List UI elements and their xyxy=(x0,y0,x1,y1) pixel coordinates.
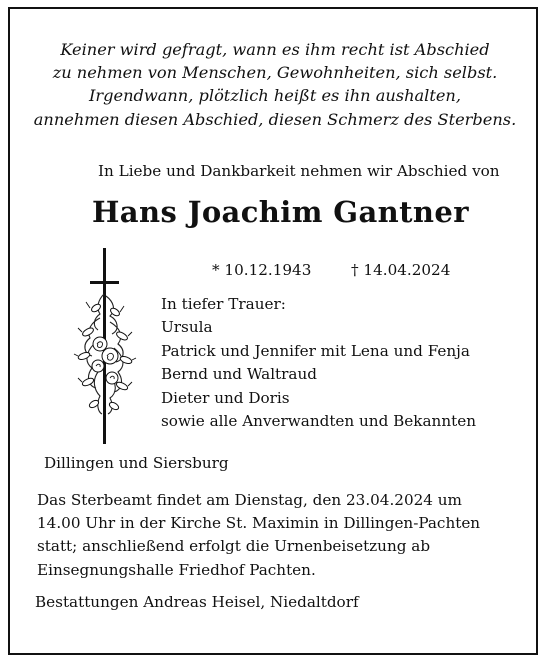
service-details xyxy=(37,489,480,582)
poem-line: annehmen diesen Abschied, diesen Schmerz des Sterbens. xyxy=(33,109,517,129)
service-line: Einsegnungshalle Friedhof Pachten. xyxy=(37,560,316,579)
location-text: Dillingen und Siersburg xyxy=(44,454,229,472)
poem-line: Irgendwann, plötzlich heißt es ihn aushalten, xyxy=(89,86,461,106)
intro-text: In Liebe und Dankbarkeit nehmen wir Abschied von xyxy=(98,162,500,180)
poem-verse xyxy=(20,38,530,131)
service-line: 14.00 Uhr in der Kirche St. Maximin in Dillingen-Pachten xyxy=(37,514,481,533)
cross-with-flowers-icon xyxy=(70,248,140,444)
birth-date: * 10.12.1943 xyxy=(212,261,312,279)
mourner-line: sowie alle Anverwandten und Bekannten xyxy=(161,412,476,431)
poem-line: zu nehmen von Menschen, Gewohnheiten, sich selbst. xyxy=(52,63,498,83)
undertaker-text: Bestattungen Andreas Heisel, Niedaltdorf xyxy=(35,593,359,611)
mourner-line: Bernd und Waltraud xyxy=(161,365,317,384)
service-line: Das Sterbeamt findet am Dienstag, den 23.04.2024 um xyxy=(37,491,462,509)
mourners-heading: In tiefer Trauer: xyxy=(161,295,286,313)
poem-line: Keiner wird gefragt, wann es ihm recht ist Abschied xyxy=(60,40,490,59)
mourner-line: Patrick und Jennifer mit Lena und Fenja xyxy=(161,341,470,360)
mourner-line: Dieter und Doris xyxy=(161,388,290,407)
mourner-line: Ursula xyxy=(161,318,213,337)
death-date: † 14.04.2024 xyxy=(351,261,451,279)
deceased-name: Hans Joachim Gantner xyxy=(92,195,469,229)
service-line: statt; anschließend erfolgt die Urnenbeisetzung ab xyxy=(37,537,431,556)
mourners-list xyxy=(161,293,476,433)
